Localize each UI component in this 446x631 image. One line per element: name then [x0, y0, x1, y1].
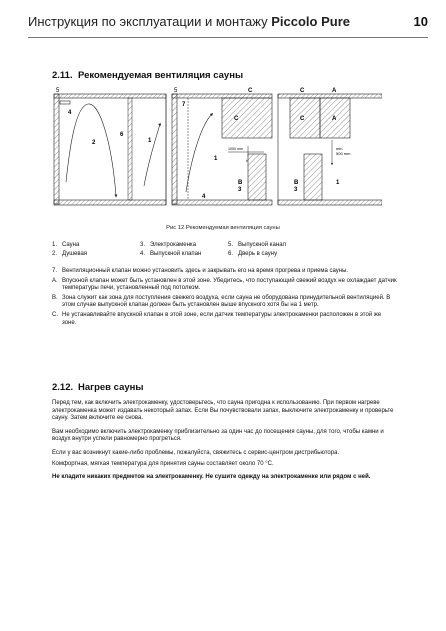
label-A-zone: A [332, 116, 337, 122]
label-5: 5 [56, 88, 60, 94]
section-title-heating [52, 382, 143, 393]
header-product-name: Piccolo Pure [271, 14, 350, 29]
header-title [28, 14, 350, 29]
label-3: 3 [238, 187, 242, 193]
note-item: A. Впускной клапан может быть установлен в этой зоне. Убедитесь, что поступающий свежий воздух не охлаждает датчик температуры печи, установленный под потолком. [52, 277, 397, 292]
label-4-b: 4 [202, 194, 206, 200]
label-h: h [246, 158, 249, 163]
section-heading: Нагрев сауны [78, 382, 144, 393]
legend-item: 6. Дверь в сауну [228, 251, 278, 257]
note-item: C. Не устанавливайте впускной клапан в этой зоне, если датчик температуры электрокаменки расположен в этой же зоне. [52, 311, 382, 326]
figure-legend [52, 241, 392, 259]
legend-item: 4. Выпускной клапан [140, 251, 202, 257]
label-6: 6 [120, 132, 124, 138]
label-C-zone: C [234, 116, 239, 122]
note-item: 7. Вентиляционный клапан можно установить здесь и закрывать его на время прогрева и приема сауны. [52, 268, 349, 274]
label-1000mm: 1000 mm [228, 147, 243, 151]
paragraph: Перед тем, как включить электрокаменку, удостоверьтесь, что сауна пригодна к использованию. При первом нагреве электрокаменка может издавать некоторый запах. Если Вы почувствовали запах, выключите электрокаменку и проверьте сауну. Затем включите ее снова. [52, 400, 394, 422]
label-500mm: 500 mm [336, 151, 351, 156]
label-4: 4 [68, 110, 72, 116]
section-number: 2.11. [52, 70, 73, 81]
label-2: 2 [92, 140, 96, 146]
legend-item: 2. Душевая [52, 251, 88, 257]
figure-caption: Рис 12 Рекомендуемая вентиляция сауны [166, 225, 280, 231]
warning-paragraph: Не кладите никаких предметов на электрокаменку. Не сушите одежду на электрокаменке или рядом с ней. [52, 474, 371, 481]
legend-item: 1. Сауна [52, 242, 80, 248]
label-B: B [238, 180, 243, 186]
label-7: 7 [182, 102, 186, 108]
label-C: C [248, 88, 253, 94]
label-B-3: B [294, 180, 299, 186]
label-A: A [332, 88, 337, 94]
label-min: min [336, 146, 343, 151]
label-3-3: 3 [294, 187, 298, 193]
diagram-panel-2 [172, 88, 272, 205]
paragraph: Вам необходимо включить электрокаменку приблизительно за один час до посещения сауны, для того, чтобы камни и воздух внутри успели равномерно прогреться. [52, 428, 384, 443]
header-title-prefix: Инструкция по эксплуатации и монтажу [28, 14, 268, 29]
section-number: 2.12. [52, 382, 74, 393]
label-5-b: 5 [174, 88, 178, 94]
label-1-b: 1 [214, 156, 218, 162]
legend-item: 3. Электрокаменка [140, 242, 197, 248]
paragraph: Если у вас возникнут какие-либо проблемы, пожалуйста, свяжитесь с сервис-центром дистрибьютора. [52, 449, 340, 456]
ventilation-diagram [52, 84, 382, 219]
diagram-panel-1 [54, 88, 166, 205]
legend-item: 5. Выпускной канал [228, 242, 287, 248]
section-title-ventilation [52, 70, 243, 81]
section-heading: Рекомендуемая вентиляция сауны [78, 70, 244, 81]
label-C-3: C [300, 88, 305, 94]
label-1-3: 1 [336, 180, 340, 186]
page-number: 10 [413, 14, 428, 29]
page-header [28, 14, 428, 34]
label-C-zone-3: C [300, 116, 305, 122]
header-divider [28, 37, 428, 38]
figure-notes [52, 268, 397, 329]
label-1: 1 [148, 138, 152, 144]
paragraph: Комфортная, мягкая температура для принятия сауны составляет около 70 °С. [52, 460, 274, 467]
heating-instructions [52, 400, 397, 488]
diagram-panel-3 [278, 88, 382, 205]
note-item: B. Зона служит как зона для поступления свежего воздуха, если сауна не оборудована принудительной вентиляцией. В этом случае выпускной клапан должен быть установлен выше впускного хотя бы на 1 метр. [52, 294, 391, 309]
